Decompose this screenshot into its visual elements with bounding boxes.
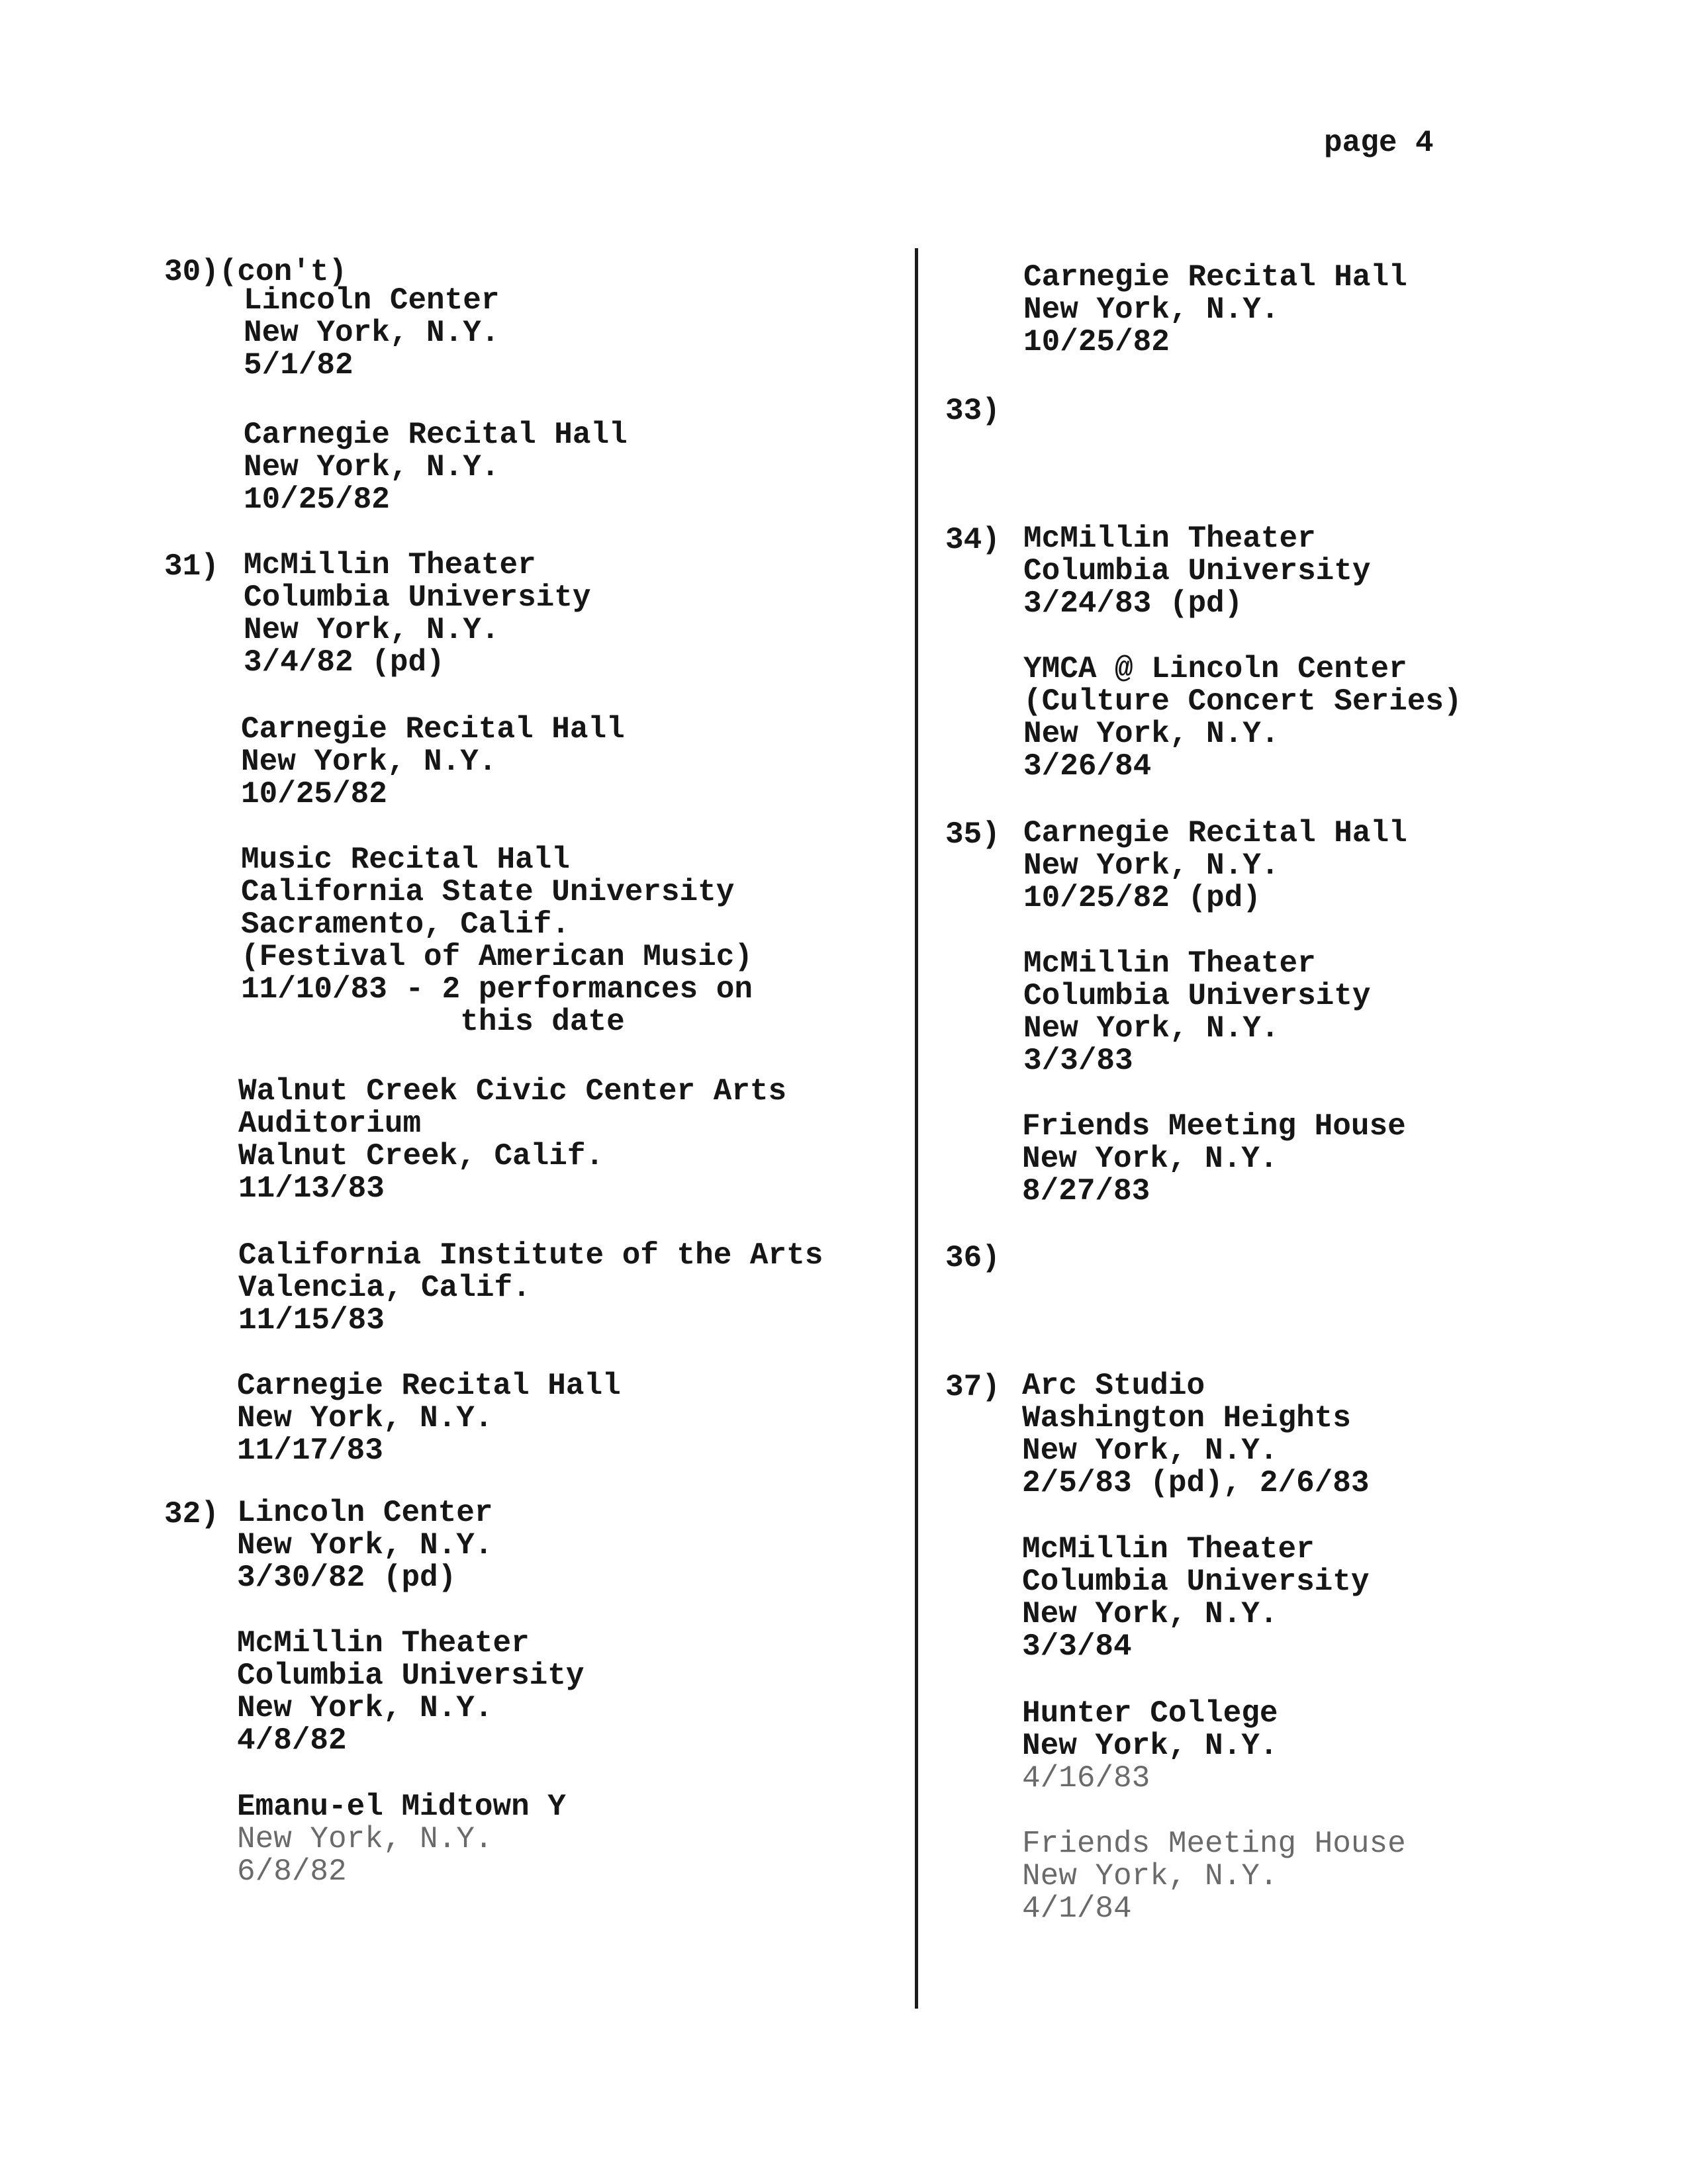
venue-block [241,844,753,1038]
venue-line: 10/25/82 [1023,325,1170,359]
venue-block [1023,948,1371,1077]
venue-line: 8/27/83 [1022,1174,1150,1208]
venue-line: New York, N.Y. [1022,1597,1278,1631]
venue-line: New York, N.Y. [1023,1011,1280,1046]
venue-line: New York, N.Y. [1023,293,1280,327]
venue-line: McMillin Theater [1023,522,1316,556]
venue-line: McMillin Theater [1022,1532,1315,1567]
venue-line: McMillin Theater [1023,946,1316,981]
column-divider [915,248,918,2009]
venue-line: 3/4/82 (pd) [244,645,445,680]
venue-line: 3/3/84 [1022,1629,1132,1664]
venue-line: 10/25/82 [244,482,390,517]
venue-line: Lincoln Center [244,283,500,318]
venue-line: Columbia University [244,580,591,615]
venue-line: 5/1/82 [244,348,353,383]
venue-block [1023,653,1462,783]
venue-line: New York, N.Y. [1023,848,1280,883]
venue-line: Carnegie Recital Hall [241,712,625,747]
entry-number: 34) [945,523,1000,557]
venue-line: Sacramento, Calif. [241,907,570,942]
venue-block [1023,817,1407,915]
venue-block [1023,523,1371,620]
venue-line: (Culture Concert Series) [1023,684,1462,719]
venue-line: New York, N.Y. [244,613,500,647]
venue-line: New York, N.Y. [1022,1729,1278,1763]
venue-line: YMCA @ Lincoln Center [1023,652,1407,686]
venue-block [241,713,625,811]
venue-block [237,1370,621,1467]
venue-block [1022,1533,1370,1663]
venue-block [1022,1698,1278,1795]
venue-line: 10/25/82 [241,777,387,811]
venue-line: Walnut Creek, Calif. [238,1139,604,1173]
entry-number: 30)(con't) [164,255,348,289]
venue-line: 11/10/83 - 2 performances on [241,972,753,1007]
venue-line: Valencia, Calif. [238,1271,531,1305]
venue-line: 4/1/84 [1022,1891,1132,1926]
venue-block [244,285,499,382]
venue-block [1023,261,1407,359]
venue-line: Music Recital Hall [241,842,570,877]
venue-line: Carnegie Recital Hall [237,1369,621,1403]
venue-line: Lincoln Center [237,1496,493,1530]
venue-line: (Festival of American Music) [241,940,753,974]
venue-block [237,1627,585,1757]
venue-line: Friends Meeting House [1022,1827,1406,1861]
venue-line: Columbia University [1022,1565,1370,1599]
venue-line: New York, N.Y. [1023,717,1280,751]
venue-line: New York, N.Y. [244,316,500,350]
venue-line: Washington Heights [1022,1401,1351,1435]
venue-line: Auditorium [238,1107,422,1141]
venue-line: 3/24/83 (pd) [1023,586,1243,621]
venue-line: Carnegie Recital Hall [1023,260,1407,295]
entry-number: 31) [164,549,219,584]
venue-line: McMillin Theater [244,548,536,582]
venue-line: 4/8/82 [237,1723,347,1758]
venue-block [238,1075,786,1205]
venue-line: Hunter College [1022,1696,1278,1731]
entry-number: 36) [945,1241,1000,1275]
venue-line: Walnut Creek Civic Center Arts [238,1074,787,1109]
venue-block [1022,1370,1370,1500]
venue-line: New York, N.Y. [237,1401,493,1435]
venue-line: New York, N.Y. [244,450,500,484]
venue-line: Columbia University [1023,979,1371,1013]
venue-line: Columbia University [237,1659,585,1693]
venue-line: New York, N.Y. [237,1691,493,1725]
entry-number: 33) [945,394,1000,428]
venue-line: 10/25/82 (pd) [1023,881,1261,915]
venue-line: New York, N.Y. [1022,1433,1278,1468]
venue-line: New York, N.Y. [237,1822,493,1856]
entry-number: 32) [164,1497,219,1531]
venue-line: Arc Studio [1022,1369,1205,1403]
venue-line: this date [241,1005,625,1039]
venue-line: Carnegie Recital Hall [244,418,628,452]
venue-line: 3/30/82 (pd) [237,1561,457,1595]
venue-line: 6/8/82 [237,1854,347,1889]
venue-line: 11/17/83 [237,1433,383,1468]
venue-line: Columbia University [1023,554,1371,588]
venue-line: McMillin Theater [237,1626,530,1661]
venue-line: California Institute of the Arts [238,1238,823,1273]
venue-line: 2/5/83 (pd), 2/6/83 [1022,1466,1370,1500]
venue-block [237,1497,492,1594]
venue-line: 4/16/83 [1022,1761,1150,1796]
venue-line: 3/26/84 [1023,749,1152,784]
venue-line: New York, N.Y. [1022,1142,1278,1176]
venue-line: California State University [241,875,735,909]
page-number: page 4 [1324,126,1434,160]
venue-line: 3/3/83 [1023,1044,1133,1078]
venue-line: Emanu-el Midtown Y [237,1790,566,1824]
venue-line: New York, N.Y. [237,1528,493,1563]
venue-line: New York, N.Y. [1022,1859,1278,1893]
venue-block [237,1791,566,1888]
venue-block [244,549,591,679]
venue-line: Carnegie Recital Hall [1023,816,1407,850]
entry-number: 35) [945,817,1000,852]
venue-block [244,419,628,516]
venue-block [238,1240,823,1337]
venue-block [1022,1111,1406,1208]
venue-line: 11/13/83 [238,1171,385,1206]
venue-line: New York, N.Y. [241,745,497,779]
venue-line: Friends Meeting House [1022,1109,1406,1144]
venue-block [1022,1828,1406,1925]
entry-number: 37) [945,1370,1000,1404]
venue-line: 11/15/83 [238,1303,385,1338]
